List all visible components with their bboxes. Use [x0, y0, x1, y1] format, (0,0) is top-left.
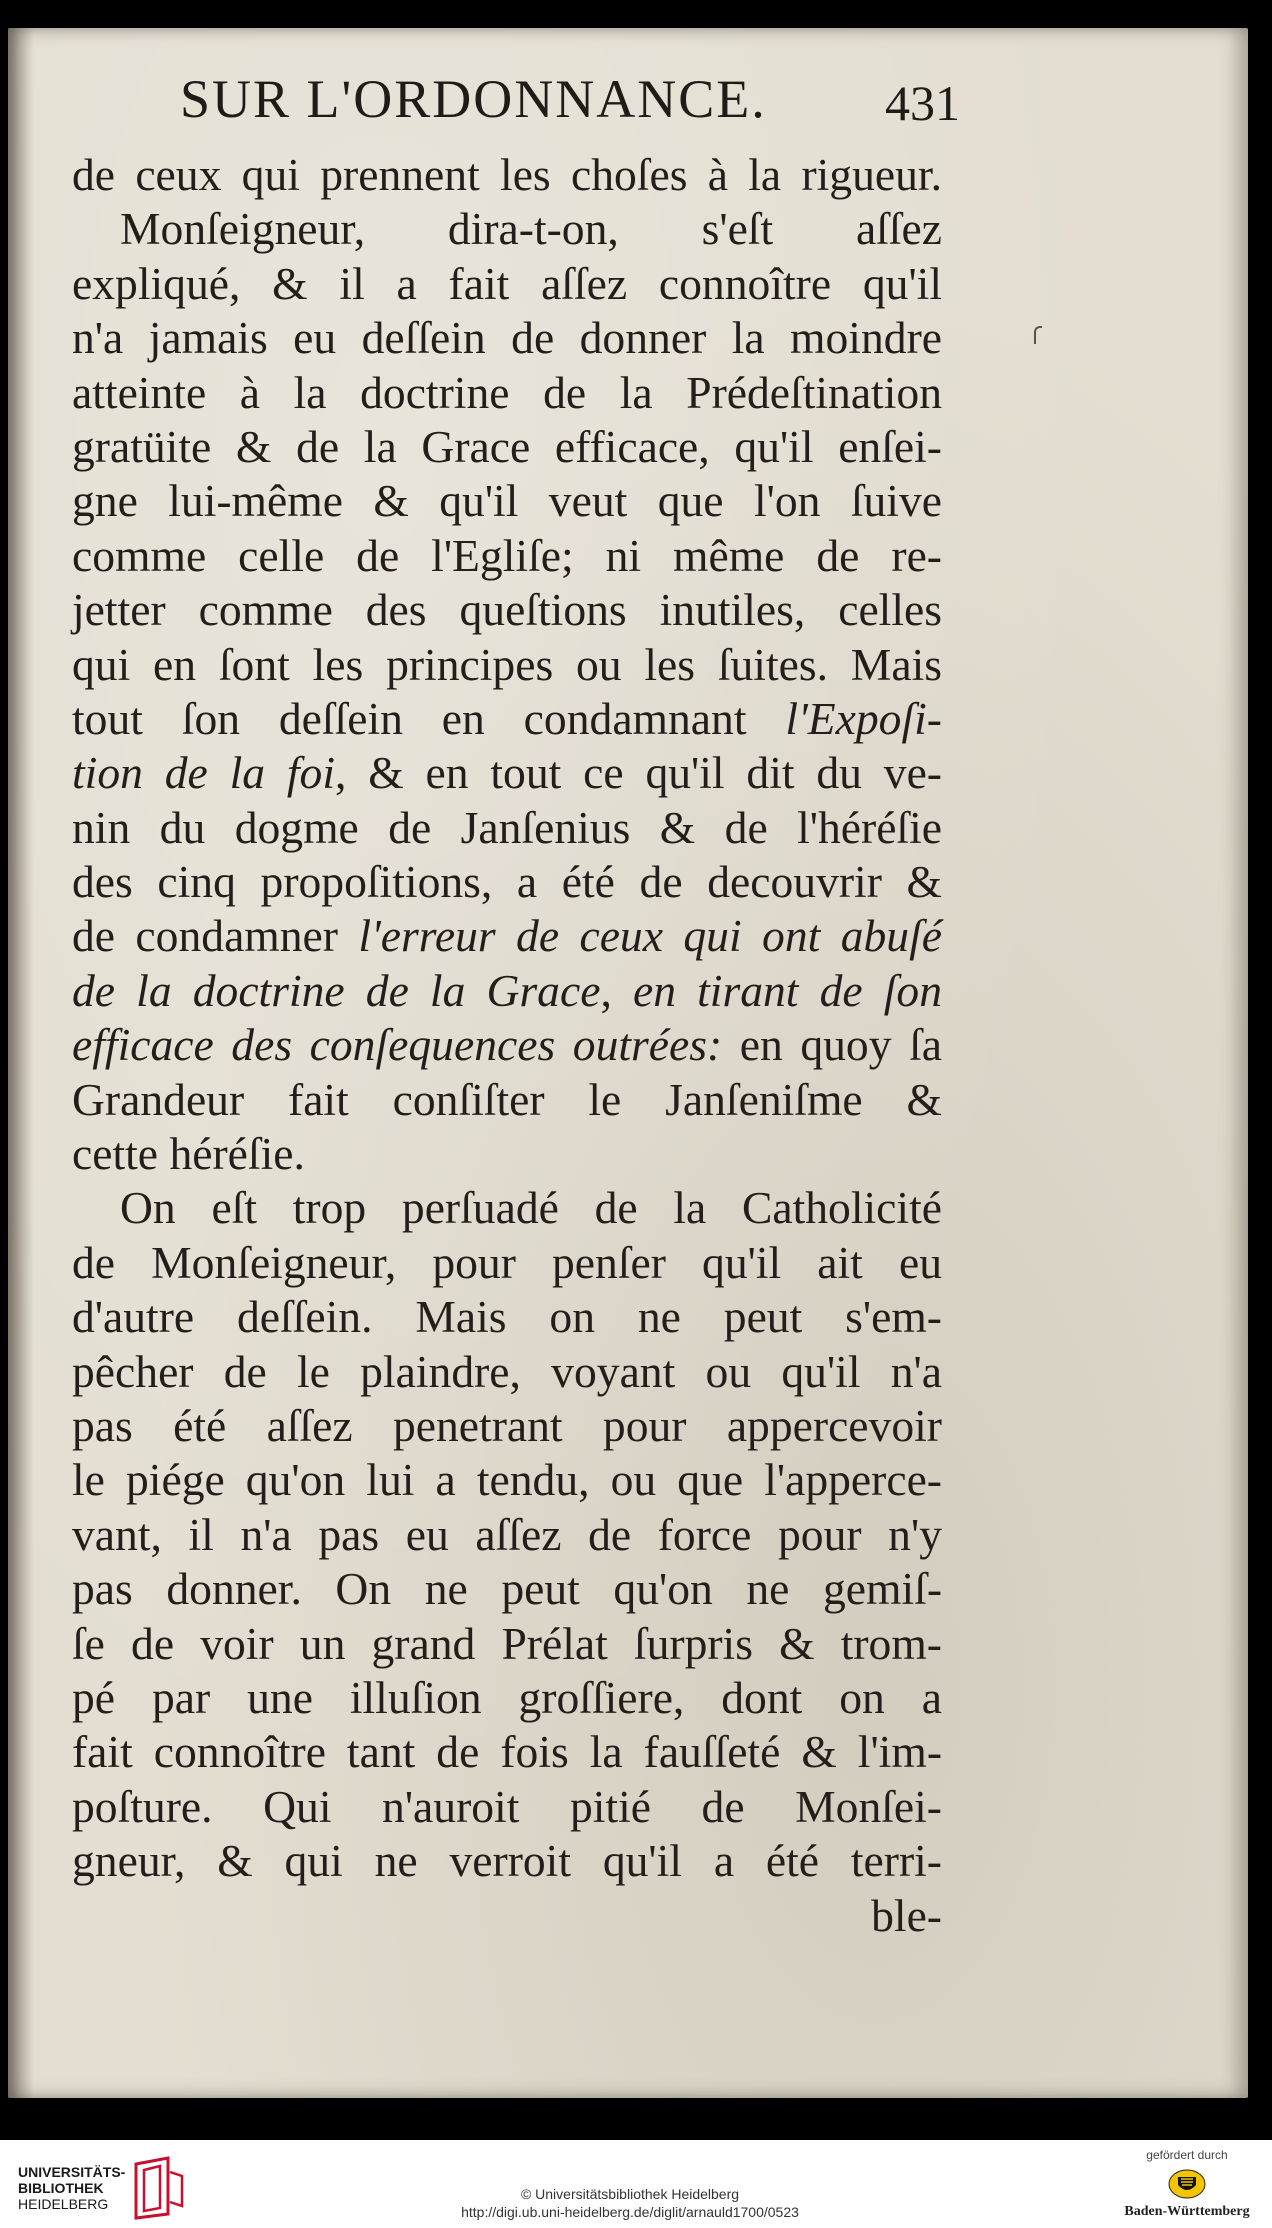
text-run: le piége qu'on lui a tendu, ou que l'apperce- — [72, 1454, 942, 1506]
text-run: On eſt trop perſuadé de la Catholicité — [120, 1182, 942, 1234]
library-mark-icon — [130, 2156, 186, 2220]
text-line — [72, 1508, 942, 1562]
text-line — [72, 855, 942, 909]
copyright-text: © Universitätsbibliothek Heidelberg — [520, 2186, 740, 2202]
italic-text: l'Expoſi- — [785, 692, 942, 744]
text-run: pas donner. On ne peut qu'on ne gemiſ- — [72, 1563, 942, 1615]
italic-text: efficace des conſequences outrées: — [72, 1019, 723, 1071]
library-name — [18, 2164, 125, 2212]
text-run: en quoy ſa — [722, 1019, 942, 1071]
text-run: , — [600, 964, 633, 1016]
text-run: d'autre deſſein. Mais on ne peut s'em- — [72, 1291, 942, 1343]
text-run: atteinte à la doctrine de la Prédeſtination — [72, 366, 942, 418]
text-line — [72, 583, 942, 637]
text-line — [72, 420, 942, 474]
copyright-notice — [390, 2185, 870, 2221]
text-run: Monſeigneur, dira-t-on, s'eſt aſſez — [120, 203, 942, 255]
text-line — [72, 692, 942, 746]
funded-by-label: gefördert durch — [1146, 2148, 1228, 2162]
text-run: jetter comme des queſtions inutiles, celles — [72, 584, 942, 636]
page-gutter-shadow — [8, 28, 34, 2098]
text-line — [72, 638, 942, 692]
text-run: des cinq propoſitions, a été de decouvrir & — [72, 856, 942, 908]
text-line — [72, 1617, 942, 1671]
state-emblem-icon — [1167, 2168, 1207, 2200]
text-run: expliqué, & il a fait aſſez connoître qu'il — [72, 257, 942, 309]
text-line — [72, 801, 942, 855]
page-header — [180, 68, 960, 148]
text-run: cette héréſie. — [72, 1128, 305, 1180]
italic-text: l'erreur de ceux qui ont abuſé — [358, 910, 942, 962]
footer-bar — [0, 2140, 1272, 2228]
text-line — [72, 202, 942, 256]
text-line — [72, 1399, 942, 1453]
library-name-line3: HEIDELBERG — [18, 2196, 109, 2212]
text-run: n'a jamais eu deſſein de donner la moindre — [72, 312, 942, 364]
text-line — [72, 1889, 942, 1943]
text-run: ſe de voir un grand Prélat ſurpris & trom- — [72, 1617, 942, 1669]
library-name-line2: BIBLIOTHEK — [18, 2180, 104, 2196]
italic-text: en tirant de ſon — [632, 964, 942, 1016]
text-line — [72, 148, 942, 202]
text-run: vant, il n'a pas eu aſſez de force pour n'y — [72, 1508, 942, 1560]
text-run: Grandeur fait conſiſter le Janſeniſme & — [72, 1073, 942, 1125]
text-run: qui en ſont les principes ou les ſuites. Mais — [72, 638, 942, 690]
text-line — [72, 1562, 942, 1616]
text-line — [72, 366, 942, 420]
text-run: pas été aſſez penetrant pour appercevoir — [72, 1399, 942, 1451]
text-line — [72, 1073, 942, 1127]
library-logo[interactable] — [18, 2150, 188, 2220]
running-head: SUR L'ORDONNANCE. — [180, 69, 767, 129]
text-line — [72, 1236, 942, 1290]
text-run: , & en tout ce qu'il dit du ve- — [335, 747, 942, 799]
text-run: de Monſeigneur, pour penſer qu'il ait eu — [72, 1236, 942, 1288]
body-text — [72, 148, 942, 1943]
source-url[interactable]: http://digi.ub.uni-heidelberg.de/diglit/arnauld1700/0523 — [461, 2204, 799, 2220]
text-line — [72, 1725, 942, 1779]
library-name-line1: UNIVERSITÄTS- — [18, 2164, 126, 2180]
text-line — [72, 1834, 942, 1888]
text-line — [72, 909, 942, 963]
text-line — [72, 746, 942, 800]
text-run: tout ſon deſſein en condamnant — [72, 692, 786, 744]
text-run: de ceux qui prennent les choſes à la rigueur. — [72, 149, 942, 200]
funder-block[interactable] — [1112, 2148, 1262, 2224]
text-line — [72, 474, 942, 528]
italic-text: de la doctrine de la Grace — [72, 964, 601, 1016]
text-run: gratüite & de la Grace efficace, qu'il enſei- — [72, 420, 942, 472]
text-run: comme celle de l'Egliſe; ni même de re- — [72, 529, 942, 581]
italic-text: tion de la foi — [72, 747, 336, 799]
funder-name: Baden-Württemberg — [1124, 2204, 1250, 2219]
text-line — [72, 529, 942, 583]
text-line — [72, 1127, 942, 1181]
text-run: gne lui-même & qu'il veut que l'on ſuive — [72, 475, 942, 527]
text-run: ble- — [871, 1889, 942, 1941]
page-number: 431 — [885, 75, 960, 131]
text-run: poſture. Qui n'auroit pitié de Monſei- — [72, 1780, 942, 1832]
text-run: de condamner — [72, 910, 359, 962]
text-run: gneur, & qui ne verroit qu'il a été terri- — [72, 1835, 942, 1887]
text-run: fait connoître tant de fois la fauſſeté & l'im- — [72, 1726, 942, 1778]
text-line — [72, 1345, 942, 1399]
text-line — [72, 311, 942, 365]
text-run: pé par une illuſion groſſiere, dont on a — [72, 1671, 942, 1723]
text-line — [72, 1181, 942, 1235]
text-line — [72, 1453, 942, 1507]
text-line — [72, 257, 942, 311]
text-run: nin du dogme de Janſenius & de l'héréſie — [72, 801, 942, 853]
stray-ink-mark — [1034, 326, 1042, 344]
text-line — [72, 1018, 942, 1072]
text-run: pêcher de le plaindre, voyant ou qu'il n'a — [72, 1345, 942, 1397]
text-line — [72, 1290, 942, 1344]
text-line — [72, 964, 942, 1018]
text-line — [72, 1780, 942, 1834]
text-line — [72, 1671, 942, 1725]
